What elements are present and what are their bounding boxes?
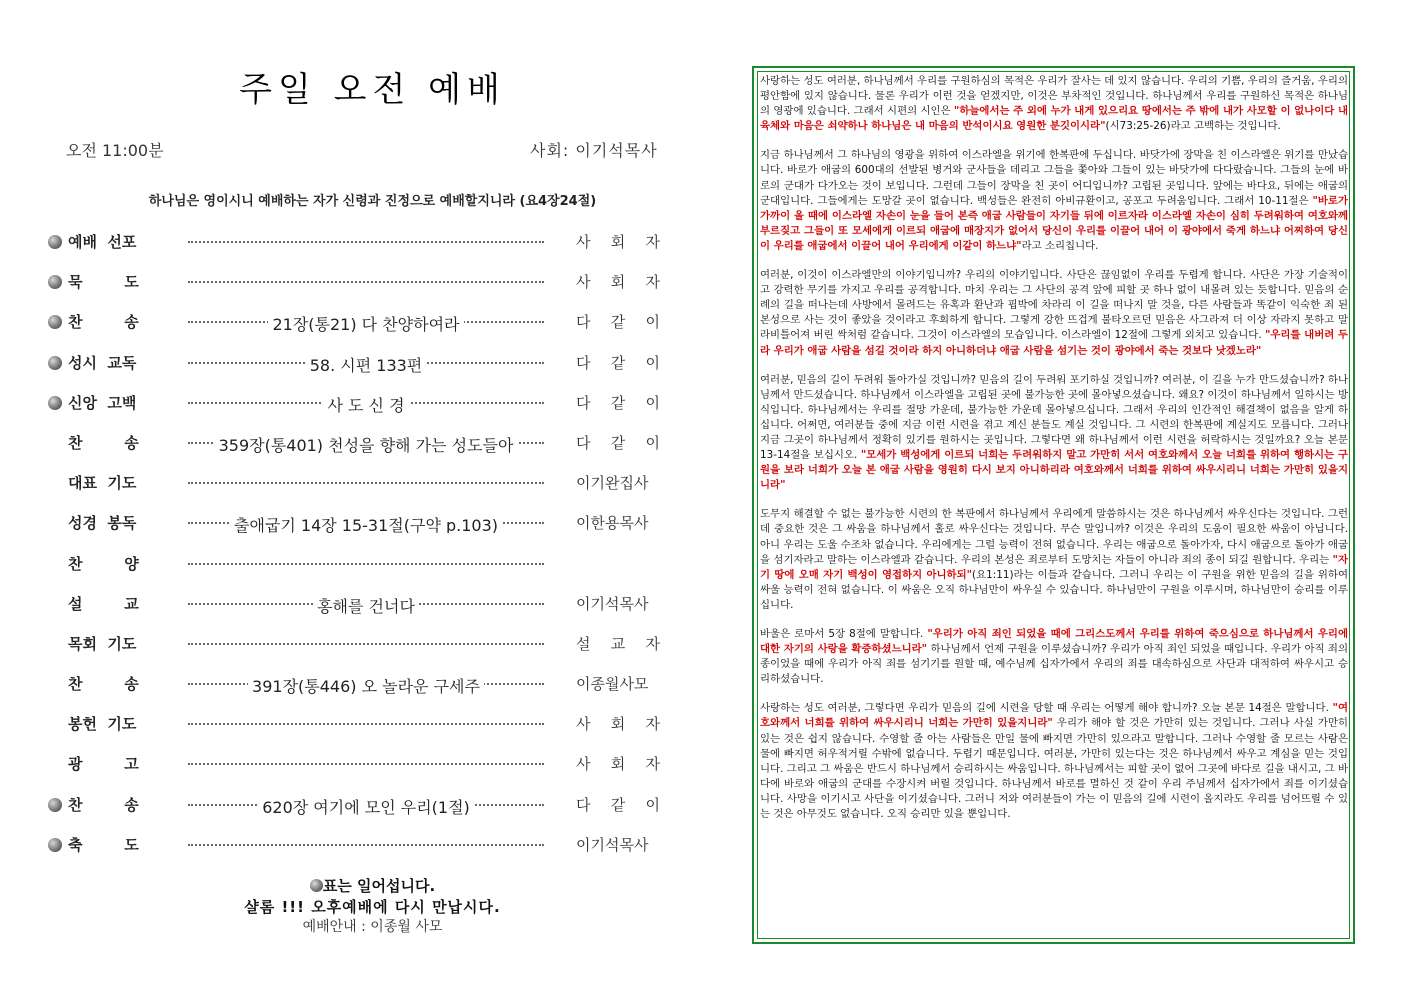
- sermon-paragraph: [760, 268, 1348, 359]
- worship-item: [44, 670, 684, 710]
- worship-item-label: 대표 기도: [68, 474, 137, 493]
- worship-item-label: 신앙 고백: [68, 393, 137, 412]
- worship-item-label: 묵 도: [68, 273, 139, 292]
- standing-bullet-icon: [48, 798, 62, 812]
- worship-item: [44, 228, 684, 268]
- worship-item-detail: [188, 795, 544, 815]
- worship-item-leader: 이종월사모: [576, 675, 649, 694]
- sermon-paragraph: [760, 148, 1348, 254]
- worship-item-leader: 다 같 이: [576, 433, 660, 452]
- worship-item-detail-text: 620장 여기에 모인 우리(1절): [258, 795, 474, 815]
- footer-greeting: 샬롬 !!! 오후예배에 다시 만납시다.: [244, 898, 501, 916]
- sermon-text-run: (요1:11)라는 이들과 같습니다. 그러니 우리는 이 구원을 위한 믿음의 길을 위하여 싸울 능력이 전혀 없습니다. 이 싸움은 오직 하나님만이 싸우실 수 있습니다. 하나님만이 구원을 이루시며, 하나님만이 승리를 이루십니다.: [760, 568, 1348, 611]
- worship-item-label: 목회 기도: [68, 634, 137, 653]
- sermon-paragraph: [760, 701, 1348, 822]
- sermon-text-run: 바울은 로마서 5장 8절에 말합니다.: [760, 628, 928, 640]
- worship-item: [44, 550, 684, 590]
- worship-item-detail-text: 391장(통446) 오 놀라운 구세주: [248, 674, 484, 694]
- scripture-quote: "모세가 백성에게 이르되 너희는 두려워하지 말고 가만히 서서 여호와께서 오늘 너희를 위하여 행하시는 구원을 보라 너희가 오늘 본 애굽 사람을 영원히 다시 보지 아니하리라 여호와께서 너희를 위하여 싸우시리니 너희는 가만히 있을지니라": [760, 449, 1348, 492]
- standing-bullet-icon: [48, 838, 62, 852]
- sermon-frame: [752, 66, 1355, 944]
- sermon-paragraph: [760, 507, 1348, 613]
- dotted-leader: [188, 281, 544, 283]
- order-of-worship: [44, 228, 684, 871]
- worship-item: [44, 389, 684, 429]
- worship-item-label: 성시 교독: [68, 353, 137, 372]
- sermon-paragraph: [760, 74, 1348, 134]
- sermon-text-run: 사랑하는 성도 여러분, 그렇다면 우리가 믿음의 길에 시련을 당할 때 우리는 어떻게 해야 합니까? 오늘 본문 14절은 말합니다.: [760, 702, 1333, 715]
- worship-item-detail: [188, 554, 544, 574]
- scripture-quote: "여호와께서 너희를 위하여 싸우시리니 너희는 가만히 있을지니라": [760, 702, 1348, 730]
- sermon-text: [760, 74, 1348, 938]
- worship-item-label: 찬 송: [68, 795, 139, 814]
- worship-item-leader: 이기완집사: [576, 474, 649, 493]
- sermon-paragraph: [760, 373, 1348, 494]
- worship-item: [44, 750, 684, 790]
- worship-item-detail: [188, 272, 544, 292]
- worship-item-label: 찬 송: [68, 433, 139, 452]
- worship-item-leader: 사 회 자: [576, 273, 660, 292]
- sermon-text-run: 우리가 해야 할 것은 가만히 있는 것입니다. 그러나 사실 가만히 있는 것은 쉽지 않습니다. 수영할 줄 아는 사람들은 만일 물에 빠지면 가만히 있으라고 말합니다. 그러나 수영할 줄 모르는 사람은 물에 빠지면 허우적거릴 수밖에 없습니다. 두렵기 때문입니다. 여러분, 가만히 있는다는 것은 하나님께서 싸우고 계심을 믿는 것입니다. 그리고 그 싸움은 반드시 하나님께서 승리하시는 싸움입니다. 하나님께서는 피할 곳이 없어 그곳에 바다로 길을 내시고, 그 바다에 바로와 애굽의 군대를 수장시켜 버릴 것입니다. 하나님께서 바로를 멸하신 것 같이 우리 주님께서 십자가에서 죄를 이기셨습니다. 사망을 이기시고 사단을 이기셨습니다. 그러니 저와 여러분들이 가는 이 믿음의 길에 시련이 올지라도 우리를 넘어뜨릴 수 있는 것은 아무것도 없습니다. 오직 승리만 있을 뿐입니다.: [760, 717, 1348, 821]
- dotted-leader: [188, 763, 544, 765]
- worship-item-label: 찬 송: [68, 313, 139, 332]
- dotted-leader: [188, 563, 544, 565]
- worship-item-label: 광 고: [68, 755, 139, 774]
- worship-item-label: 예배 선포: [68, 233, 137, 251]
- dotted-leader: [188, 723, 544, 725]
- worship-item-detail: [188, 754, 544, 774]
- worship-item: [44, 590, 684, 630]
- sermon-text-run: 여러분, 이것이 이스라엘만의 이야기입니까? 우리의 이야기입니다. 사단은 끊임없이 우리를 두렵게 합니다. 사단은 가장 기술적이고 강력한 무기를 가지고 우리를 공격합니다. 마치 우리는 그 사단의 공격 앞에 피할 곳 하나 없이 내몰려 있는 듯합니다. 믿음의 순례의 길을 떠나는데 사방에서 몰려드는 유혹과 환난과 핍박에 차라리 이 길을 떠나지 말 것을, 다른 사람들과 똑같이 익숙한 죄 된 본성으로 사는 것이 좋았을 것이라고 후회하게 합니다. 그렇게 강한 뜨겁게 불타오르던 믿음은 사그라져 더 이상 자라지 못하고 말라비틀어져 버린 싹처럼 같습니다. 그것이 이스라엘의 모습입니다. 이스라엘이 12절에 그렇게 외치고 있습니다.: [760, 269, 1348, 342]
- worship-item-detail-text: 홍해를 건너다: [313, 594, 419, 614]
- worship-item-detail: [188, 473, 544, 493]
- worship-item-detail: [188, 835, 544, 855]
- worship-item: [44, 791, 684, 831]
- worship-item-detail: [188, 232, 544, 252]
- worship-item: [44, 710, 684, 750]
- worship-item-label: 찬 양: [68, 554, 139, 573]
- service-host: 사회: 이기석목사: [530, 141, 658, 160]
- theme-verse: 하나님은 영이시니 예배하는 자가 신령과 진정으로 예배할지니라 (요4장24절): [148, 194, 597, 209]
- worship-item-label: 성경 봉독: [68, 514, 137, 533]
- worship-item: [44, 469, 684, 509]
- worship-item-detail: [188, 353, 544, 373]
- worship-item: [44, 268, 684, 308]
- standing-bullet-icon: [48, 356, 62, 370]
- footer-standing-note: 표는 일어섭니다.: [0, 875, 745, 896]
- worship-item: [44, 349, 684, 389]
- worship-item-detail: [188, 714, 544, 734]
- worship-item: [44, 429, 684, 469]
- worship-item-detail: [188, 674, 544, 694]
- scripture-quote: "우리를 내버려 두라 우리가 애굽 사람을 섬길 것이라 하지 아니하더냐 애굽 사람을 섬기는 것이 광야에서 죽는 것보다 낫겠노라": [760, 329, 1348, 357]
- worship-item-label: 봉헌 기도: [68, 715, 137, 734]
- sermon-paragraph: [760, 627, 1348, 687]
- scripture-quote: "우리가 아직 죄인 되었을 때에 그리스도께서 우리를 위하여 죽으심으로 하나님께서 우리에 대한 자기의 사랑을 확증하셨느니라": [760, 628, 1348, 656]
- service-time: 오전 11:00분: [66, 141, 164, 160]
- standing-bullet-icon: [48, 235, 62, 249]
- worship-item-leader: 사 회 자: [576, 755, 660, 774]
- worship-item: [44, 509, 684, 549]
- worship-item: [44, 630, 684, 670]
- worship-item-label: 축 도: [68, 835, 139, 854]
- worship-item-leader: 설 교 자: [576, 634, 660, 653]
- footer-guide: 예배안내 : 이종월 사모: [302, 919, 443, 935]
- worship-item-leader: 이기석목사: [576, 594, 649, 613]
- worship-item-detail-text: 21장(통21) 다 찬양하여라: [268, 312, 463, 332]
- standing-bullet-icon: [48, 275, 62, 289]
- worship-item-detail: [188, 634, 544, 654]
- worship-item-detail: [188, 594, 544, 614]
- standing-bullet-icon: [310, 879, 323, 892]
- sermon-text-run: 사랑하는 성도 여러분, 하나님께서 우리를 구원하심의 목적은 우리가 잘사는 데 있지 않습니다. 우리의 기쁨, 우리의 즐거움, 우리의 평안함에 있지 않습니다. 물론 우리가 이런 것을 얻겠지만, 이것은 부차적인 것입니다. 하나님께서 우리를 구원하신 목적은 하나님의 영광에 있습니다. 그래서 시편의 시인은: [760, 75, 1348, 118]
- sermon-text-run: 도무지 해결할 수 없는 불가능한 시련의 한 복판에서 하나님께서 우리에게 말씀하시는 것은 하나님께서 싸우신다는 것입니다. 그런데 중요한 것은 그 싸움을 하나님께서 홀로 싸우신다는 것입니다. 무슨 말입니까? 이것은 우리의 도움이 필요한 싸움이 아닙니다. 아니 우리는 도울 수조차 없습니다. 우리에게는 그럴 능력이 전혀 없습니다. 우리는 애굽으로 돌아가자, 다시 애굽으로 돌아가 애굽을 섬기자라고 말하는 이스라엘과 같습니다. 우리의 본성은 죄로부터 도망치는 자들이 아니라 죄의 종이 되길 원합니다. 우리는: [760, 508, 1348, 566]
- worship-item-leader: 다 같 이: [576, 313, 660, 332]
- worship-item-leader: 이기석목사: [576, 835, 649, 854]
- standing-bullet-icon: [48, 396, 62, 410]
- scripture-quote: "자기 땅에 오매 자기 백성이 영접하지 아니하되": [760, 553, 1348, 581]
- worship-item-detail: [188, 433, 544, 453]
- worship-item-leader: 사 회 자: [576, 715, 660, 734]
- dotted-leader: [188, 844, 544, 846]
- dotted-leader: [188, 241, 544, 243]
- worship-item-detail-text: 출애굽기 14장 15-31절(구약 p.103): [230, 513, 502, 533]
- dotted-leader: [188, 482, 544, 484]
- worship-item-detail: [188, 312, 544, 332]
- sermon-text-run: 라고 소리칩니다.: [1021, 239, 1099, 252]
- worship-item-detail: [188, 393, 544, 413]
- worship-item-detail-text: 사 도 신 경: [323, 393, 408, 413]
- worship-item-detail-text: 359장(통401) 천성을 향해 가는 성도들아: [215, 433, 518, 453]
- worship-item-detail: [188, 513, 544, 533]
- worship-item: [44, 831, 684, 871]
- worship-item-label: 찬 송: [68, 675, 139, 694]
- sermon-text-run: 하나님께서 언제 구원을 이루셨습니까? 우리가 아직 죄인 되었을 때입니다. 우리가 아직 죄의 종이었을 때에 우리가 아직 죄를 섬기기를 원할 때, 예수님께 십자가에서 우리의 죄를 대속하심으로 사단과 대적하여 싸우시고 승리하셨습니다.: [760, 643, 1348, 686]
- worship-item-leader: 사 회 자: [576, 233, 660, 251]
- dotted-leader: [188, 643, 544, 645]
- worship-item-leader: 다 같 이: [576, 353, 660, 372]
- scripture-quote: "바로가 가까이 올 때에 이스라엘 자손이 눈을 들어 본즉 애굽 사람들이 자기들 뒤에 이르자라 이스라엘 자손이 심히 두려워하여 여호와께 부르짖고 그들이 또 모세에게 이르되 애굽에 매장지가 없어서 당신이 우리를 이끌어 내어 이 광야에서 죽게 하느냐 어찌하여 당신이 우리를 애굽에서 이끌어 내어 우리에게 이같이 하느냐": [760, 194, 1348, 252]
- scripture-quote: "하늘에서는 주 외에 누가 내게 있으리요 땅에서는 주 밖에 내가 사모할 이 없나이다 내 육체와 마음은 쇠약하나 하나님은 내 마음의 반석이시요 영원한 분깃이시라": [760, 105, 1348, 133]
- page-title: 주일 오전 예배: [239, 70, 506, 110]
- sermon-text-run: 여러분, 믿음의 길이 두려워 돌아가실 것입니까? 믿음의 길이 두려워 포기하실 것입니까? 여러분, 이 길을 누가 만드셨습니까? 하나님께서 만드셨습니다. 하나님께서 이스라엘을 고립된 곳에 불가능한 곳에 몰아넣으셨습니다. 왜요? 이것이 하나님께서 일하시는 방식입니다. 하나님께서는 우리를 절망 가운데, 불가능한 가운데 몰아넣으십니다. 그래서 우리의 인간적인 해결책이 없음을 알게 하십니다. 어쩌면, 여러분들 중에 지금 이런 시련을 겪고 계신 분들도 계실 것입니다. 그 시련의 한복판에 계실지도 모릅니다. 그러나 지금 그곳이 하나님께서 정확히 있기를 원하시는 곳입니다. 그렇다면 왜 하나님께서 이런 시련을 허락하시는 것일까요? 오늘 본문 13-14절을 보십시오.: [760, 373, 1348, 462]
- worship-item-label: 설 교: [68, 594, 139, 613]
- sermon-text-run: 지금 하나님께서 그 하나님의 영광을 위하여 이스라엘을 위기에 한복판에 두십니다. 바닷가에 장막을 친 이스라엘은 위기를 만났습니다. 바로가 애굽의 600대의 선발된 병거와 군사들을 데리고 그들을 쫓아와 그들이 있는 바닷가에 다다랐습니다. 그들의 눈에 바로의 군대가 다가오는 것이 보입니다. 그런데 그들이 장막을 친 곳이 어디입니까? 고립된 곳입니다. 앞에는 바다요, 뒤에는 애굽의 군대입니다. 그들에게는 도망갈 곳이 없습니다. 백성들은 완전히 아비규환이고, 공포고 두려움입니다. 그래서 10-11절은: [760, 149, 1348, 207]
- worship-item-leader: 다 같 이: [576, 795, 660, 814]
- worship-item-leader: 다 같 이: [576, 393, 660, 412]
- worship-item: [44, 308, 684, 348]
- standing-bullet-icon: [48, 315, 62, 329]
- worship-item-detail-text: 58. 시편 133편: [306, 353, 427, 373]
- sermon-text-run: (시73:25-26)라고 고백하는 것입니다.: [1105, 120, 1281, 133]
- worship-item-leader: 이한용목사: [576, 514, 649, 533]
